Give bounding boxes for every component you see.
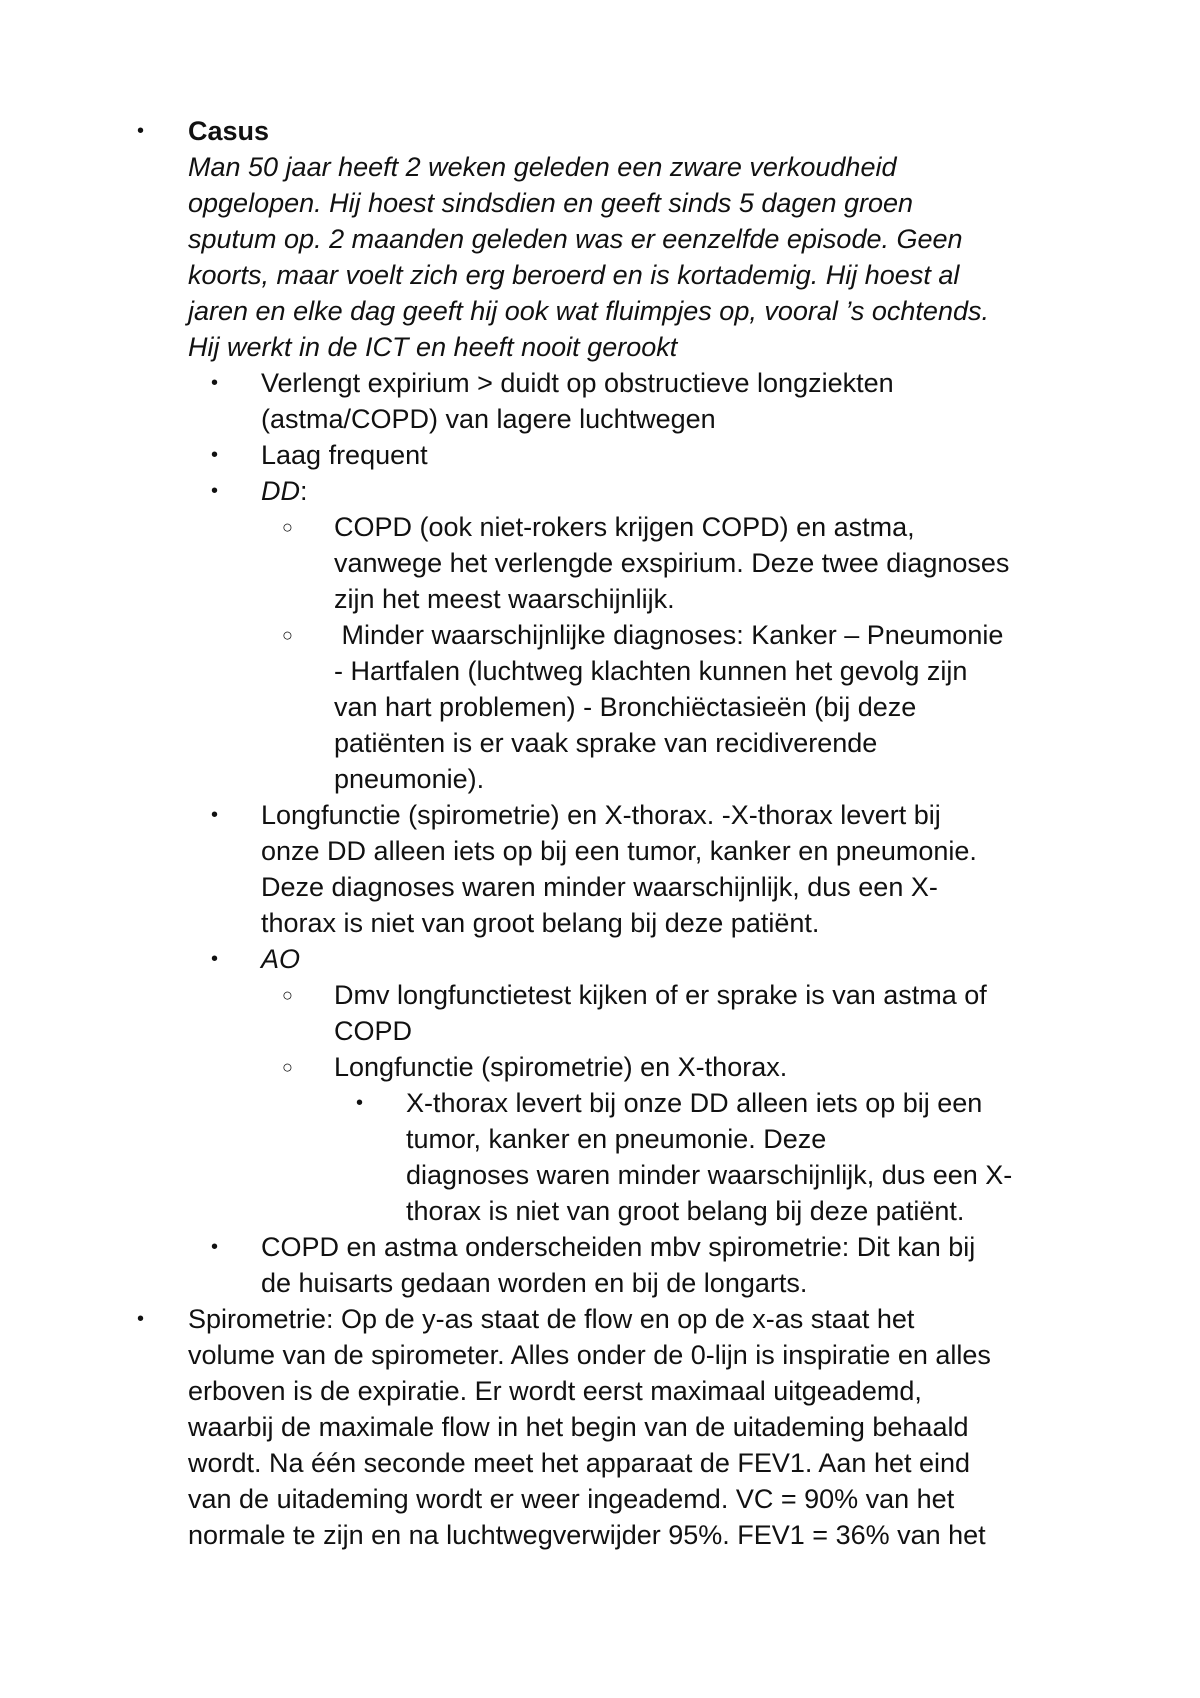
bullet-icon: • bbox=[211, 372, 219, 394]
bullet-icon: • bbox=[211, 948, 219, 970]
casus-title: Casus bbox=[188, 116, 270, 146]
circle-bullet-icon: ○ bbox=[282, 517, 293, 537]
dd-label: DD bbox=[261, 476, 300, 506]
bullet-icon: • bbox=[137, 1308, 145, 1330]
bullet-icon: • bbox=[356, 1092, 364, 1114]
ao-label: AO bbox=[261, 944, 301, 974]
circle-bullet-icon: ○ bbox=[282, 1057, 293, 1077]
circle-bullet-icon: ○ bbox=[282, 985, 293, 1005]
bullet-icon: • bbox=[137, 120, 145, 142]
bullet-icon: • bbox=[211, 480, 219, 502]
bullet-icon: • bbox=[211, 804, 219, 826]
document-page: • Casus Man 50 jaar heeft 2 weken geleden een zware verkoudheid opgelopen. Hij hoest sindsdien en geeft sinds 5 dagen groen sputum op. 2 maanden geleden was er eenzelfde episode. Geen koorts, maar voelt zich erg beroerd en is kortademig. Hij hoest al jaren en elke dag geeft hij ook wat fluimpjes op, vooral ’s ochtends. Hij werkt in de ICT en heeft nooit gerookt • Verlengt expirium > duidt op obstructieve longziekten (astma/COPD) van lagere luchtwegen • Laag frequent • DD: ○ COPD (ook niet-rokers krijgen COPD) en astma, vanwege het verlengde exspirium. Deze twee diagnoses zijn het meest waarschijnlijk. ○ Minder waarschijnlijke diagnoses: Kanker – Pneumonie - Hartfalen (luchtweg klachten kunnen het gevolg zijn van hart problemen) - Bronchiëctasieën (bij deze patiënten is er vaak sprake van recidiverende pneumonie). • Longfunctie (spirometrie) en X-thorax. -X-thorax levert bij onze DD alleen iets op bij een tumor, kanker en pneumonie. Deze diagnoses waren minder waarschijnlijk, dus een X- thorax is niet van groot belang bij deze patiënt. • AO ○ Dmv longfunctietest kijken of er sprake is van astma of COPD ○ Longfunctie (spirometrie) en X-thorax. • X-thorax levert bij onze DD alleen iets op bij een tumor, kanker en pneumonie. Deze diagnoses waren minder waarschijnlijk, dus een X- thorax is niet van groot belang bij deze patiënt. • COPD en astma onderscheiden mbv spirometrie: Dit kan bij de huisarts gedaan worden en bij de longarts. • Spirometrie: Op de y-as staat de flow en op de x-as staat het volume van de spirometer. Alles onder de 0-lijn is inspiratie en alles erboven is de expiratie. Er wordt eerst maximaal uitgeademd, waarbij de maximale flow in het begin van de uitademing behaald wordt. Na één seconde meet het apparaat de FEV1. Aan het eind van de uitademing wordt er weer ingeademd. VC = 90% van het normale te zijn en na luchtwegverwijder 95%. FEV1 = 36% van het bbox=[0, 0, 1200, 1698]
bullet-icon: • bbox=[211, 444, 219, 466]
circle-bullet-icon: ○ bbox=[282, 625, 293, 645]
bullet-icon: • bbox=[211, 1236, 219, 1258]
